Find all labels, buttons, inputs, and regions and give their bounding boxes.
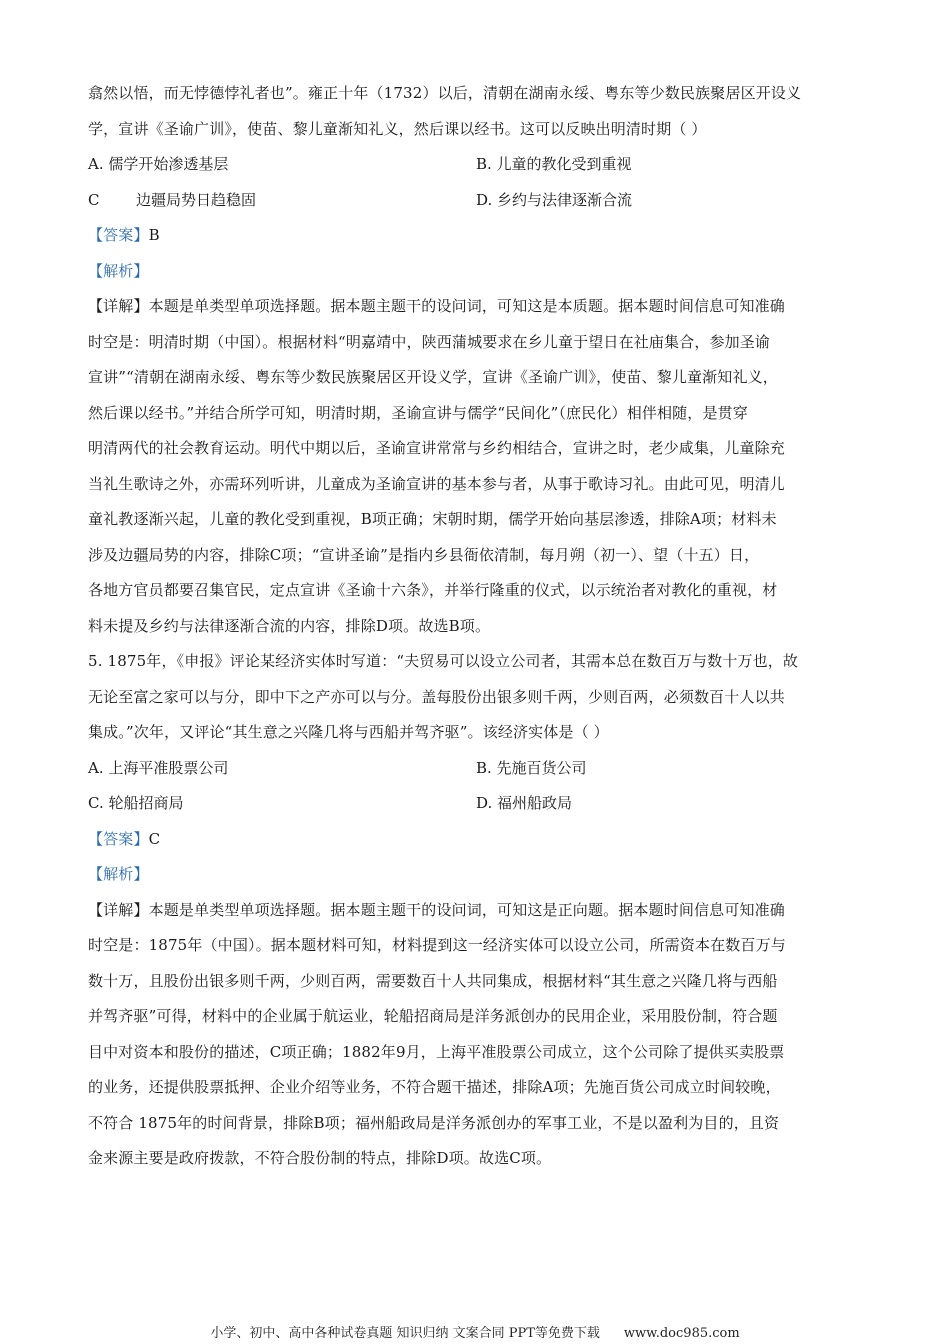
q4-detail-line: 宣讲”“清朝在湖南永绥、粤东等少数民族聚居区开设义学，宣讲《圣谕广训》，使苗、黎儿童渐知礼义， (88, 368, 778, 386)
q4-detail-line (88, 289, 864, 325)
answer-value: B (148, 226, 160, 244)
q4-answer (88, 218, 864, 254)
detail-text: 本题是单类型单项选择题。据本题主题干的设问词，可知这是本质题。据本题时间信息可知准确 (148, 297, 785, 315)
q5-option-a: A. 上海平准股票公司 (88, 758, 229, 777)
q4-stem-line: 学，宣讲《圣谕广训》，使苗、黎儿童渐知礼义，然后课以经书。这可以反映出明清时期（ ） (88, 119, 707, 138)
footer-text: 小学、初中、高中各种试卷真题 知识归纳 文案合同 PPT等免费下载 (210, 1326, 600, 1341)
q4-detail-line: 童礼教逐渐兴起，儿童的教化受到重视，B项正确；宋朝时期，儒学开始向基层渗透，排除A项；材料未 (88, 510, 777, 528)
q5-answer (88, 822, 864, 858)
q4-detail-line: 各地方官员都要召集官民，定点宣讲《圣谕十六条》，并举行隆重的仪式，以示统治者对教化的重视，材 (88, 581, 778, 599)
answer-tag: 【答案】 (88, 829, 149, 848)
q5-stem-line: 集成。”次年，又评论“其生意之兴隆几将与西船并驾齐驱”。该经济实体是（ ） (88, 723, 609, 741)
q5-detail-line: 金来源主要是政府拨款，不符合股份制的特点，排除D项。故选C项。 (88, 1149, 552, 1167)
q4-detail-line: 料未提及乡约与法律逐渐合流的内容，排除D项。故选B项。 (88, 616, 491, 635)
page-footer (0, 1322, 950, 1341)
q5-option-c: C. 轮船招商局 (88, 794, 184, 812)
q4-detail-line: 当礼生歌诗之外，亦需环列听讲，儿童成为圣谕宣讲的基本参与者，从事于歌诗习礼。由此可见，明清儿 (88, 474, 785, 493)
q4-stem-line: 翕然以悟，而无悖德悖礼者也”。雍正十年（1732）以后，清朝在湖南永绥、粤东等少数民族聚居区开设义 (88, 84, 802, 102)
answer-tag: 【答案】 (88, 226, 149, 244)
q4-detail-line: 涉及边疆局势的内容，排除C项；“宣讲圣谕”是指内乡县衙依清制，每月朔（初一）、望（十五）日， (88, 545, 760, 564)
q5-detail-line: 不符合 1875年的时间背景，排除B项；福州船政局是洋务派创办的军事工业，不是以盈利为目的，且资 (88, 1113, 780, 1132)
q4-option-c (88, 183, 476, 219)
q5-detail-line: 时空是：1875年（中国）。据本题材料可知，材料提到这一经济实体可以设立公司，所需资本在数百万与 (88, 936, 786, 954)
q5-detail-line (88, 893, 864, 929)
q5-option-b: B. 先施百货公司 (476, 758, 587, 777)
q5-options-row (88, 786, 864, 822)
q4-option-d: D. 乡约与法律逐渐合流 (476, 190, 633, 209)
q5-detail-line: 并驾齐驱”可得，材料中的企业属于航运业，轮船招商局是洋务派创办的民用企业，采用股份制，符合题 (88, 1007, 778, 1025)
q5-analysis-heading (88, 857, 864, 893)
footer-url[interactable]: www.doc985.com (623, 1326, 740, 1341)
document-page (88, 76, 864, 1177)
q5-detail-line: 目中对资本和股份的描述，C项正确；1882年9月，上海平准股票公司成立，这个公司除了提供买卖股票 (88, 1042, 785, 1061)
q4-detail-line: 然后课以经书。”并结合所学可知，明清时期，圣谕宣讲与儒学“民间化”（庶民化）相伴相随，是贯穿 (88, 403, 748, 422)
q4-analysis-heading (88, 254, 864, 290)
q5-stem-line: 5. 1875年，《申报》评论某经济实体时写道：“夫贸易可以设立公司者，其需本总在数百万与数十万也，故 (88, 652, 799, 670)
q5-option-d: D. 福州船政局 (476, 794, 573, 812)
detail-text: 本题是单类型单项选择题。据本题主题干的设问词，可知这是正向题。据本题时间信息可知准确 (148, 900, 785, 919)
q5-stem-line: 无论至富之家可以与分，即中下之产亦可以与分。盖每股份出银多则千两，少则百两，必须数百十人以共 (88, 687, 785, 706)
q4-options-row (88, 183, 864, 219)
q4-option-c-letter: C (88, 190, 100, 209)
detail-tag: 【详解】 (88, 297, 149, 315)
q4-option-a: A. 儒学开始渗透基层 (88, 155, 229, 173)
answer-value: C (148, 829, 161, 848)
detail-tag: 【详解】 (88, 900, 149, 919)
q4-detail-line: 明清两代的社会教育运动。明代中期以后，圣谕宣讲常常与乡约相结合，宣讲之时，老少咸集，儿童除充 (88, 439, 785, 457)
analysis-tag: 【解析】 (88, 865, 149, 883)
q4-options-row (88, 147, 864, 183)
q4-detail-line: 时空是：明清时期（中国）。根据材料“明嘉靖中，陕西蒲城要求在乡儿童于望日在社庙集合，参加圣谕 (88, 332, 771, 351)
q5-detail-line: 数十万，且股份出银多则千两，少则百两，需要数百十人共同集成，根据材料“其生意之兴隆几将与西船 (88, 971, 778, 990)
q4-option-b: B. 儿童的教化受到重视 (476, 155, 632, 173)
analysis-tag: 【解析】 (88, 261, 149, 280)
q4-option-c-text: 边疆局势日趋稳固 (136, 190, 257, 209)
q5-options-row (88, 751, 864, 787)
q5-detail-line: 的业务，还提供股票抵押、企业介绍等业务，不符合题干描述，排除A项；先施百货公司成立时间较晚， (88, 1078, 781, 1096)
